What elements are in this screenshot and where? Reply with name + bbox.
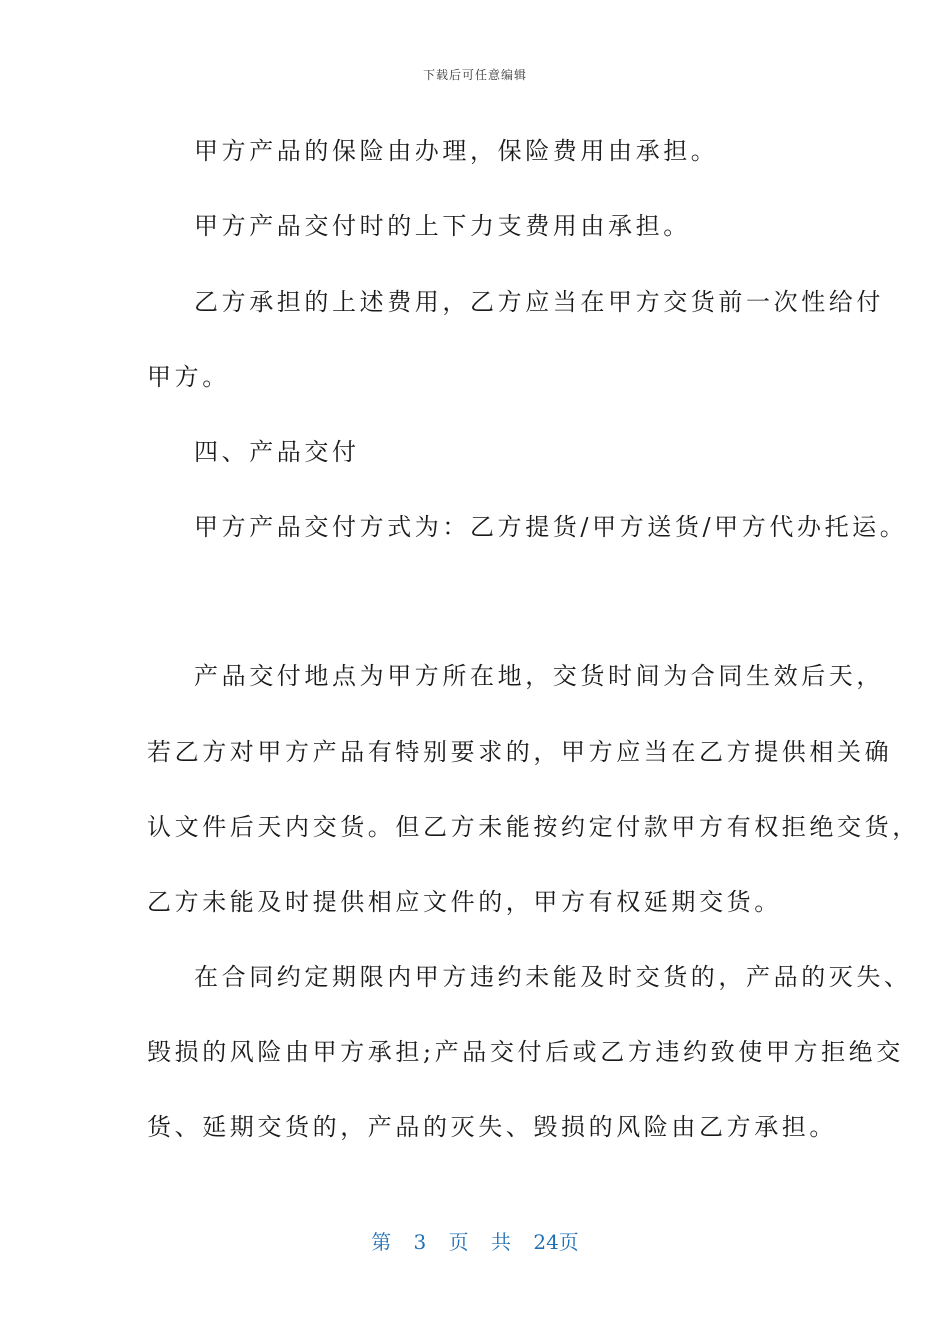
page-header: 下载后可任意编辑 [422, 68, 527, 82]
paragraph-line: 甲方产品的保险由办理，保险费用由承担。 [194, 137, 719, 165]
paragraph-line: 乙方承担的上述费用，乙方应当在甲方交货前一次性给付 [194, 288, 884, 316]
paragraph-line: 在合同约定期限内甲方违约未能及时交货的，产品的灭失、 [194, 963, 912, 991]
footer-total-pages: 24页 [533, 1230, 579, 1254]
footer-page-label: 页 [448, 1230, 469, 1254]
footer-total-label: 共 [491, 1230, 511, 1254]
page-footer [0, 1226, 950, 1255]
paragraph-line: 甲方。 [147, 363, 230, 391]
paragraph-line: 若乙方对甲方产品有特别要求的，甲方应当在乙方提供相关确 [147, 738, 893, 766]
paragraph-line: 毁损的风险由甲方承担;产品交付后或乙方违约致使甲方拒绝交 [147, 1038, 904, 1066]
paragraph-line: 认文件后天内交货。但乙方未能按约定付款甲方有权拒绝交货， [147, 813, 920, 841]
footer-prefix: 第 [371, 1230, 392, 1254]
paragraph-line: 乙方未能及时提供相应文件的，甲方有权延期交货。 [147, 888, 782, 916]
footer-page-number: 3 [413, 1230, 427, 1254]
paragraph-line: 甲方产品交付时的上下力支费用由承担。 [194, 212, 691, 240]
paragraph-line: 货、延期交货的，产品的灭失、毁损的风险由乙方承担。 [147, 1113, 837, 1141]
section-heading: 四、产品交付 [194, 438, 360, 466]
paragraph-line: 产品交付地点为甲方所在地，交货时间为合同生效后天， [194, 662, 884, 690]
paragraph-line: 甲方产品交付方式为：乙方提货/甲方送货/甲方代办托运。 [194, 513, 908, 541]
